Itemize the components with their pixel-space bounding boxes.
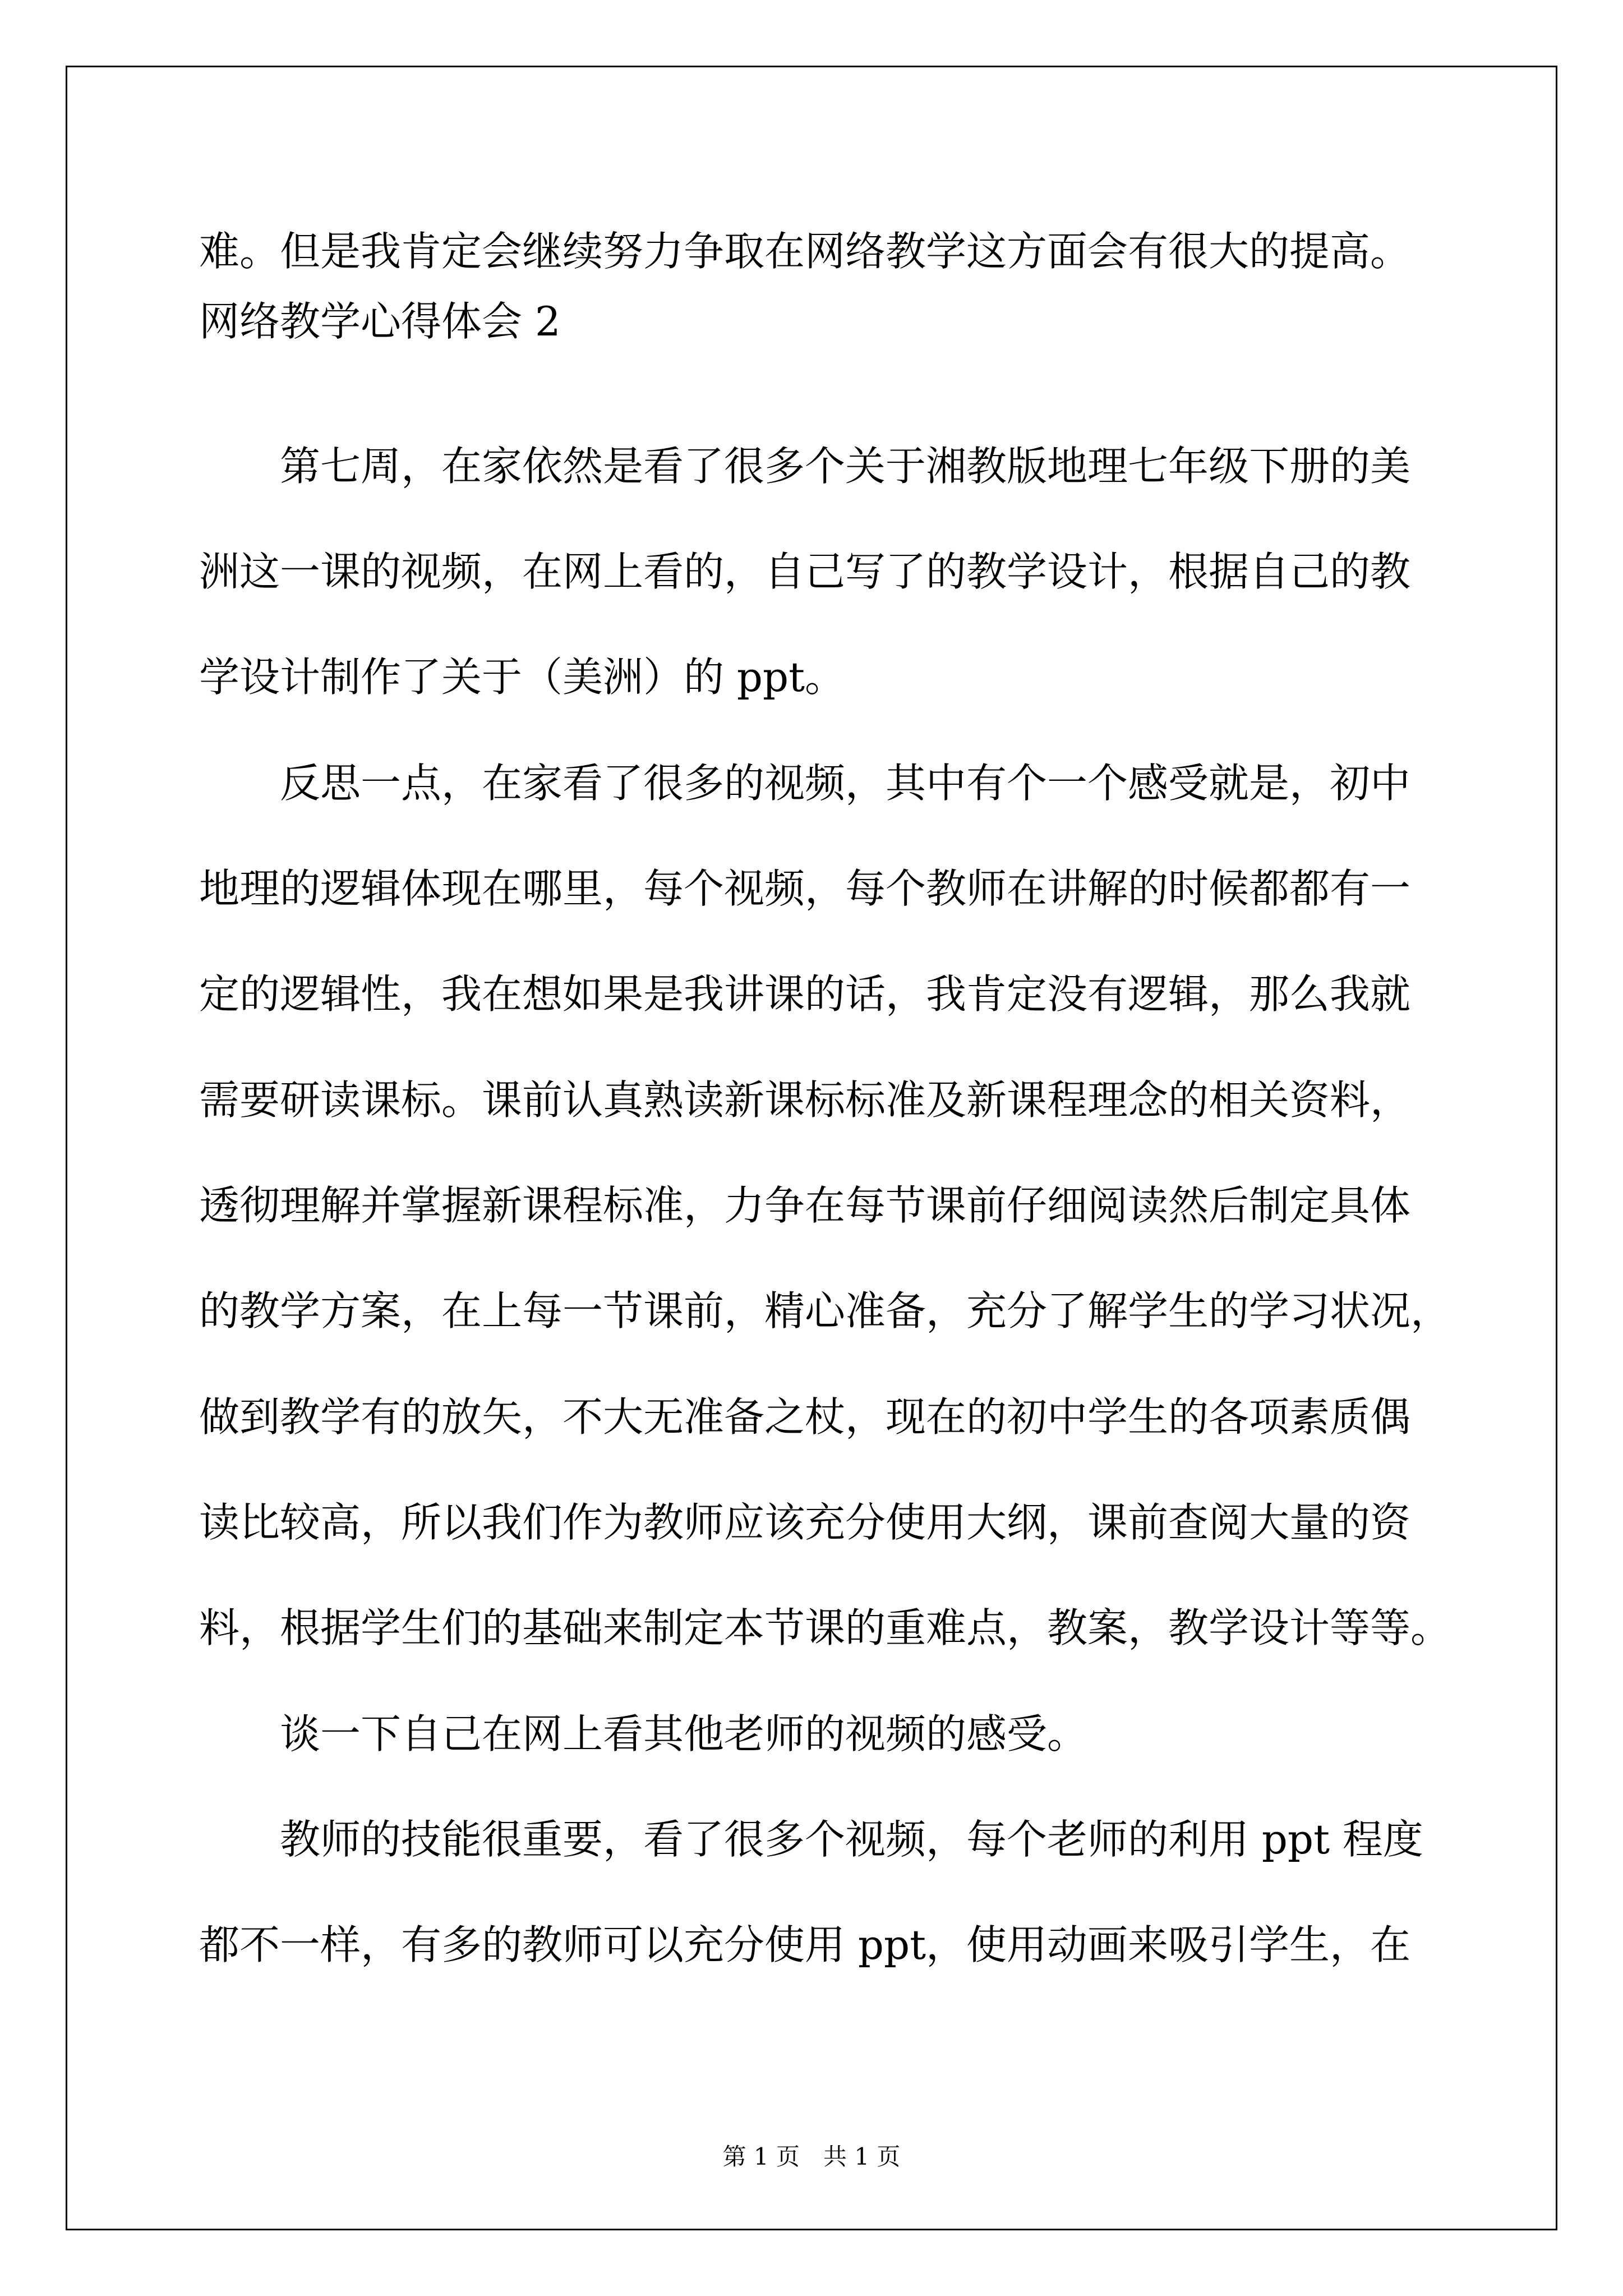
body-line: 的教学方案，在上每一节课前，精心准备，充分了解学生的学习状况， (199, 1287, 1451, 1335)
body-line: 洲这一课的视频，在网上看的，自己写了的教学设计，根据自己的教 (199, 548, 1411, 595)
body-line: 反思一点，在家看了很多的视频，其中有个一个感受就是，初中 (199, 760, 1411, 807)
body-line: 都不一样，有多的教师可以充分使用 ppt，使用动画来吸引学生，在 (199, 1921, 1411, 1968)
body-line: 学设计制作了关于（美洲）的 ppt。 (199, 654, 846, 701)
body-line: 透彻理解并掌握新课程标准，力争在每节课前仔细阅读然后制定具体 (199, 1182, 1411, 1229)
page-border (66, 66, 1557, 2230)
body-line: 需要研读课标。课前认真熟读新课标标准及新课程理念的相关资料， (199, 1076, 1411, 1124)
body-line: 地理的逻辑体现在哪里，每个视频，每个教师在讲解的时候都都有一 (199, 865, 1411, 912)
body-line: 读比较高，所以我们作为教师应该充分使用大纲，课前查阅大量的资 (199, 1499, 1411, 1546)
body-line: 谈一下自己在网上看其他老师的视频的感受。 (199, 1710, 1088, 1757)
body-line: 料，根据学生们的基础来制定本节课的重难点，教案，教学设计等等。 (199, 1604, 1451, 1651)
body-line: 第七周，在家依然是看了很多个关于湘教版地理七年级下册的美 (199, 443, 1411, 490)
body-line: 难。但是我肯定会继续努力争取在网络教学这方面会有很大的提高。 (199, 228, 1411, 275)
page-footer: 第 1 页 共 1 页 (722, 2143, 901, 2170)
body-line: 做到教学有的放矢，不大无准备之杖，现在的初中学生的各项素质偶 (199, 1393, 1411, 1441)
body-line: 定的逻辑性，我在想如果是我讲课的话，我肯定没有逻辑，那么我就 (199, 970, 1411, 1018)
section-heading: 网络教学心得体会 2 (199, 298, 561, 345)
body-line: 教师的技能很重要，看了很多个视频，每个老师的利用 ppt 程度 (199, 1816, 1423, 1863)
